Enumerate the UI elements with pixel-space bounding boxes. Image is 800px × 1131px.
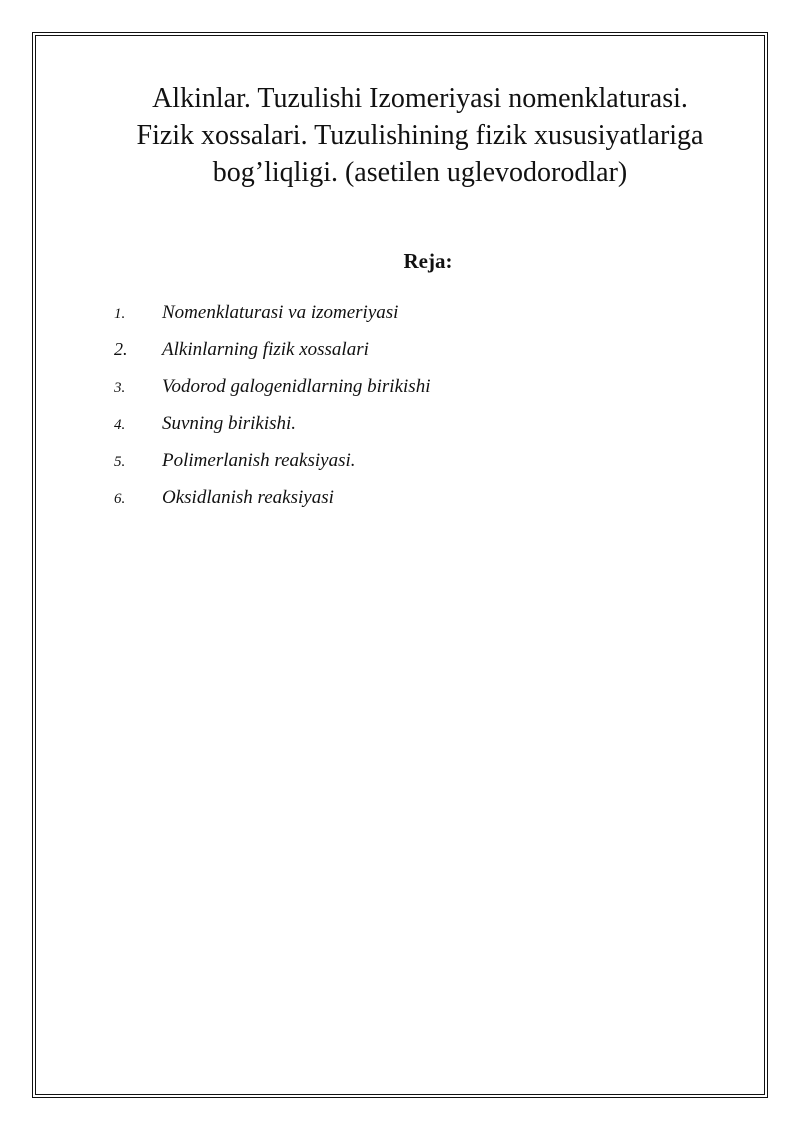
plan-item (114, 413, 430, 450)
page-border-inner (35, 35, 765, 1095)
plan-item-text: Suvning birikishi. (162, 413, 297, 434)
plan-item (114, 487, 430, 524)
plan-item-number: 3. (114, 380, 126, 396)
plan-item (114, 339, 430, 376)
plan-item-number: 6. (114, 491, 126, 507)
plan-item-number: 2. (114, 339, 128, 359)
plan-item-text: Oksidlanish reaksiyasi (162, 487, 334, 508)
plan-item-text: Alkinlarning fizik xossalari (162, 339, 369, 360)
title-line: bog’liqligi. (asetilen uglevodorodlar) (212, 157, 628, 188)
plan-list (114, 302, 430, 524)
document-title (100, 80, 740, 191)
plan-item-text: Vodorod galogenidlarning birikishi (162, 376, 431, 397)
plan-item-number: 1. (114, 306, 126, 322)
title-line: Alkinlar. Tuzulishi Izomeriyasi nomenklaturasi. (152, 83, 688, 114)
plan-item (114, 376, 430, 413)
plan-item (114, 302, 430, 339)
title-line: Fizik xossalari. Tuzulishining fizik xususiyatlariga (136, 120, 704, 151)
plan-item-text: Polimerlanish reaksiyasi. (162, 450, 356, 471)
plan-item-text: Nomenklaturasi va izomeriyasi (162, 302, 399, 323)
plan-item (114, 450, 430, 487)
plan-item-number: 4. (114, 417, 126, 433)
plan-heading: Reja: (403, 249, 453, 273)
plan-item-number: 5. (114, 454, 126, 470)
